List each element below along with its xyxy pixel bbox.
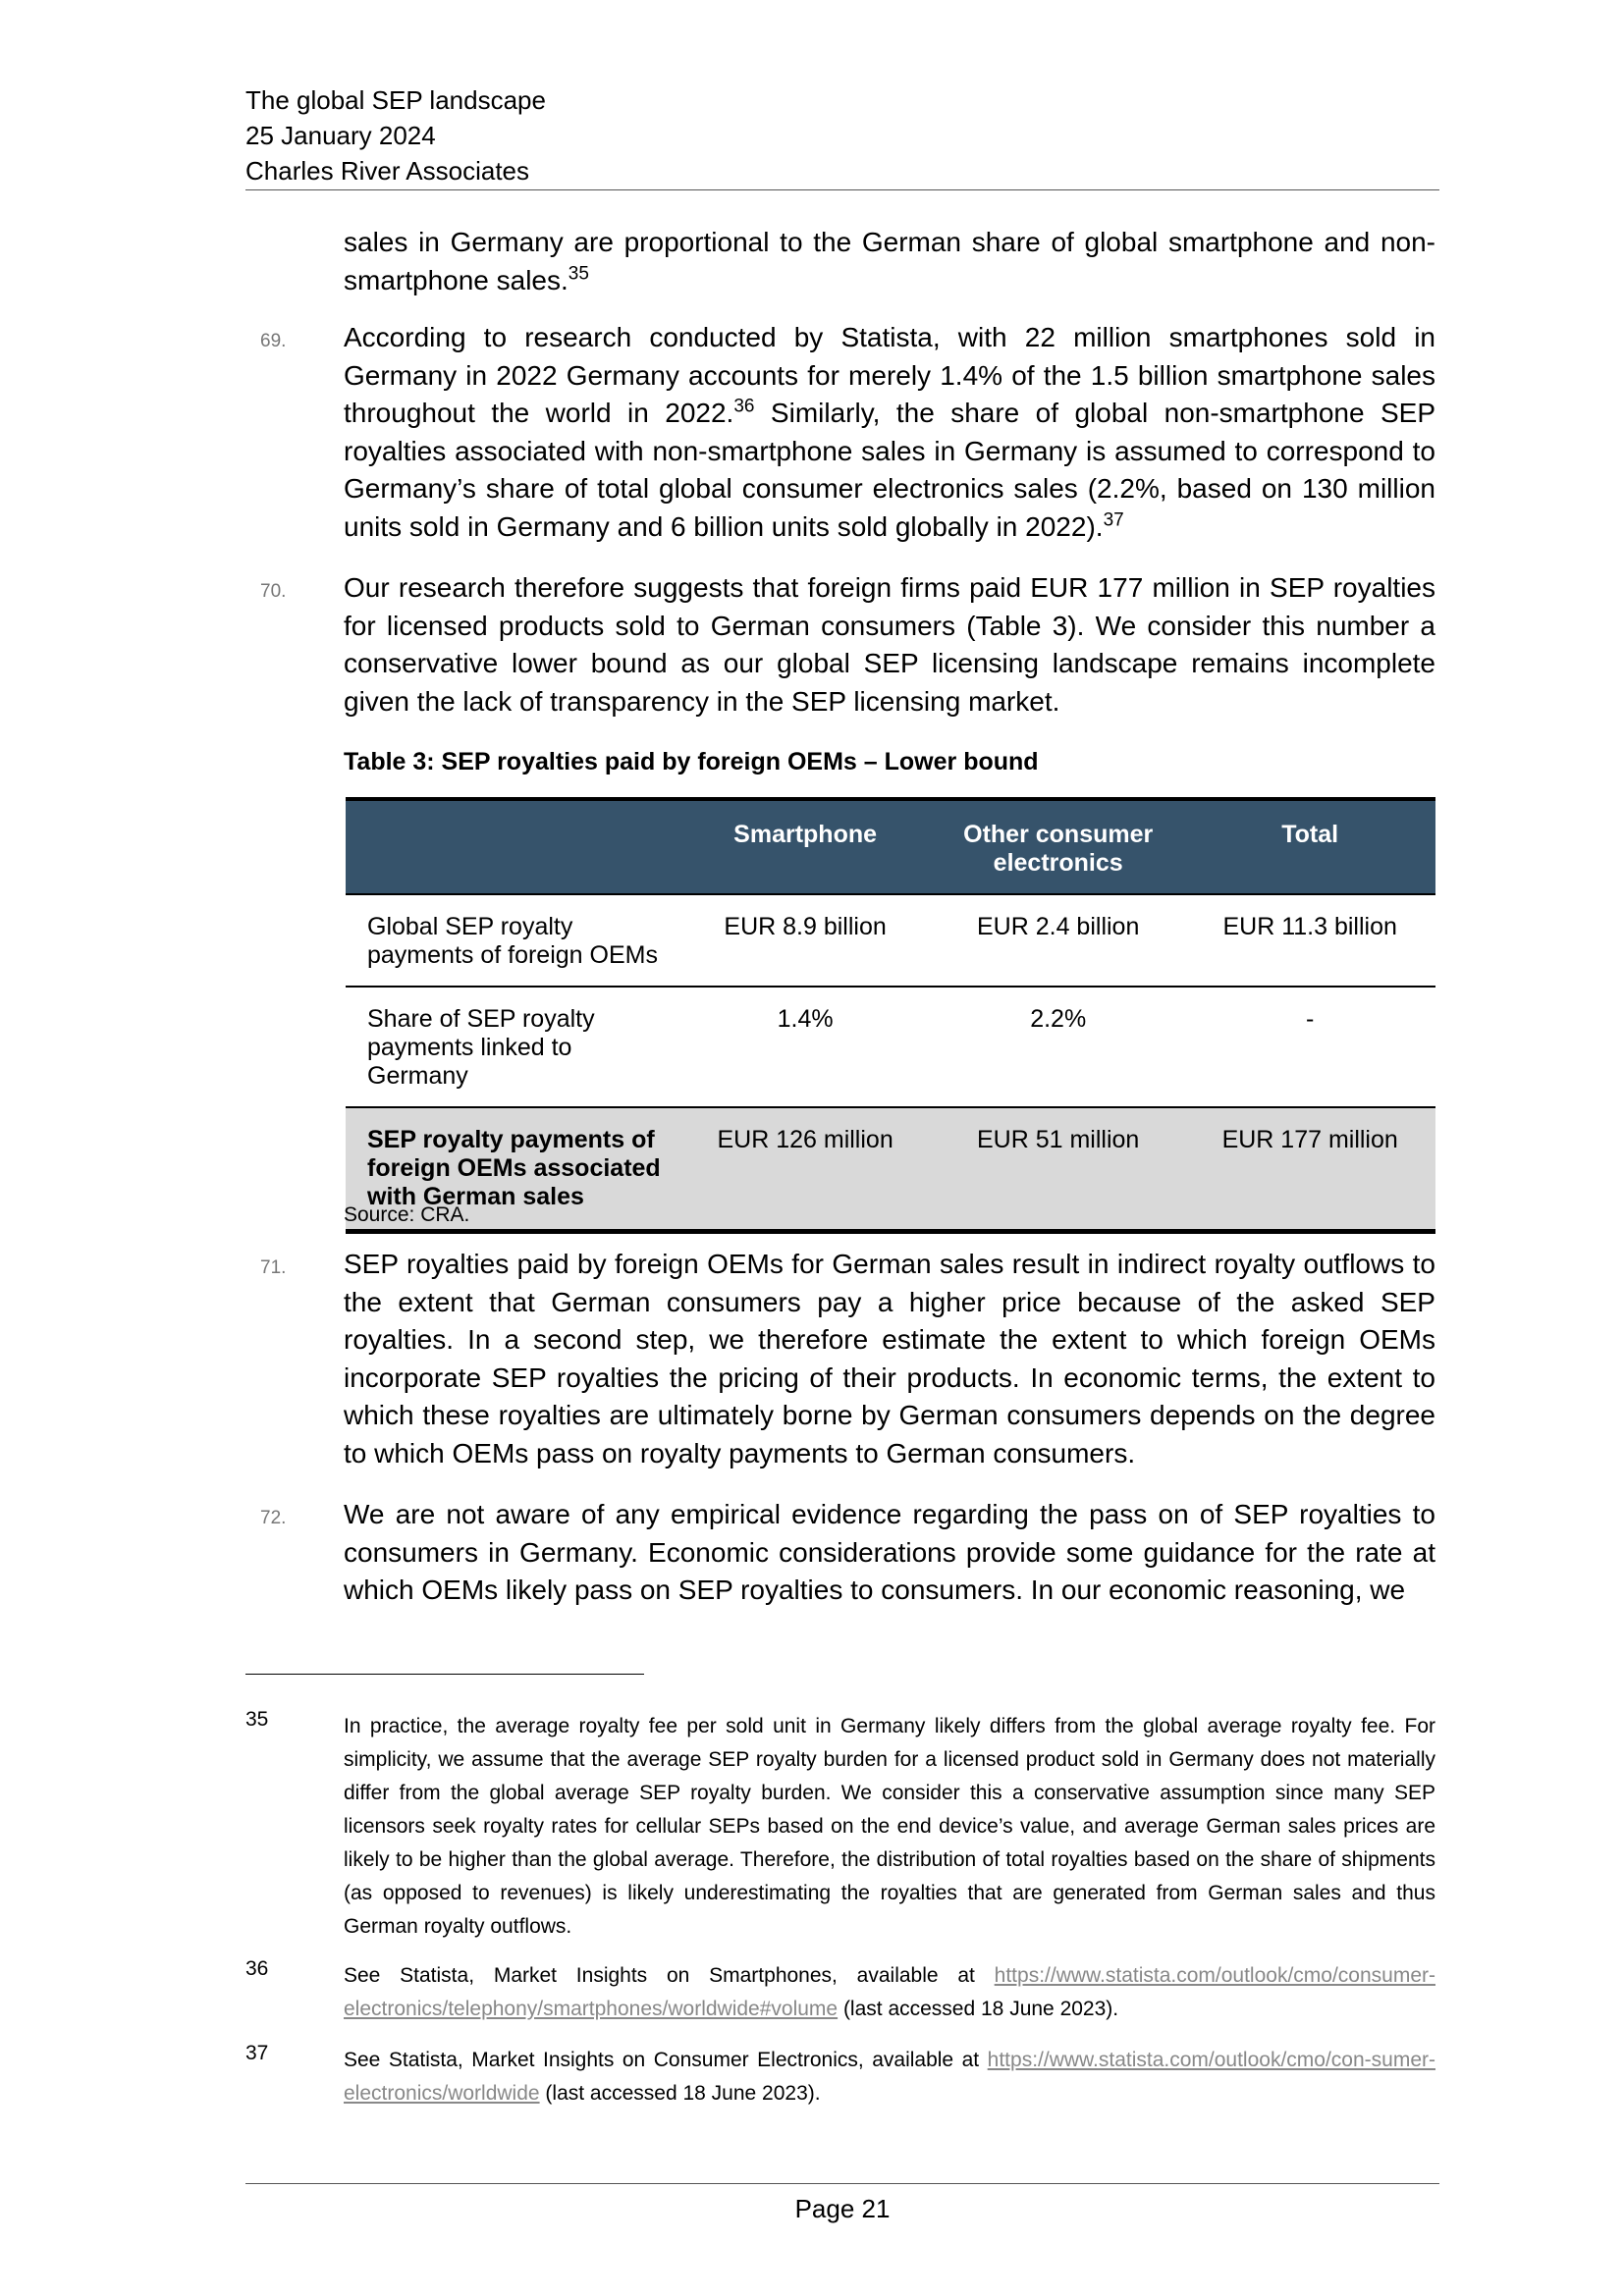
header-author: Charles River Associates — [245, 156, 529, 186]
row-label: Share of SEP royalty payments linked to Germany — [346, 987, 678, 1107]
footer-divider — [245, 2183, 1439, 2184]
footnote-text: See Statista, Market Insights on Consumer Electronics, available at — [344, 2049, 988, 2071]
footnote-number: 37 — [245, 2042, 269, 2064]
paragraph-number: 70. — [260, 581, 287, 602]
table-header-row — [346, 799, 1435, 894]
footnote-37 — [344, 2044, 1435, 2110]
cell-total: - — [1184, 987, 1435, 1107]
paragraph-text: According to research conducted by Statista, with 22 million smartphones sold in Germany in 2022 Germany accounts for merely 1.4% of the 1.5 billion smartphone sales throughout the world in 2022. — [344, 322, 1435, 428]
page-header — [245, 82, 1439, 188]
header-title: The global SEP landscape — [245, 85, 546, 115]
paragraph-number: 71. — [260, 1257, 287, 1278]
paragraph-text: Similarly, the share of global non-smartphone SEP royalties associated with non-smartphone sales in Germany is assumed to correspond to Germany’s share of total global consumer electronics sales (2.2%, based on 130 million units sold in Germany and 6 billion units sold globally in 2022). — [344, 398, 1436, 542]
paragraph-continued — [344, 224, 1435, 299]
paragraph-72: We are not aware of any empirical evidence regarding the pass on of SEP royalties to consumers in Germany. Economic considerations provide some guidance for the rate at which OEMs likely pass on SEP royalties to consumers. In our economic reasoning, we — [344, 1499, 1435, 1605]
paragraph-71: SEP royalties paid by foreign OEMs for German sales result in indirect royalty outflows to the extent that German consumers pay a higher price because of the asked SEP royalties. In a second step, we therefore estimate the extent to which foreign OEMs incorporate SEP royalties the pricing of their products. In economic terms, the extent to which these royalties are ultimately borne by German consumers depends on the degree to which OEMs pass on royalty payments to German consumers. — [344, 1249, 1435, 1468]
table-source: Source: CRA. — [344, 1203, 470, 1226]
paragraph-text: sales in Germany are proportional to the German share of global smartphone and non-smartphone sales. — [344, 227, 1435, 295]
footnote-link[interactable]: https://www.statista.com/outlook/cmo/consumer-electronics/telephony/smartphones/worldwide#volume — [344, 1964, 1435, 2020]
table-header-cell: Smartphone — [678, 799, 932, 894]
footnote-text: See Statista, Market Insights on Smartphones, available at — [344, 1964, 995, 1987]
paragraph-70: Our research therefore suggests that foreign firms paid EUR 177 million in SEP royalties for licensed products sold to German consumers (Table 3). We consider this number a conservative lower bound as our global SEP licensing landscape remains incomplete given the lack of transparency in the SEP licensing market. — [344, 572, 1435, 717]
table-total-row — [346, 1107, 1435, 1232]
royalties-table — [346, 797, 1435, 1234]
page-number: Page 21 — [794, 2194, 891, 2223]
cell-total: EUR 177 million — [1184, 1107, 1435, 1232]
cell-other: EUR 2.4 billion — [932, 894, 1184, 987]
table-header-cell: Total — [1184, 799, 1435, 894]
footnote-text: (last accessed 18 June 2023). — [838, 1998, 1119, 2020]
footnote-number: 35 — [245, 1708, 269, 1731]
table-row — [346, 987, 1435, 1107]
footnote-ref[interactable]: 37 — [1103, 509, 1124, 531]
header-date: 25 January 2024 — [245, 121, 436, 150]
cell-smartphone: EUR 126 million — [678, 1107, 932, 1232]
paragraph-number: 69. — [260, 331, 287, 351]
table-header-cell: Other consumer electronics — [932, 799, 1184, 894]
cell-smartphone: EUR 8.9 billion — [678, 894, 932, 987]
cell-smartphone: 1.4% — [678, 987, 932, 1107]
header-divider — [245, 189, 1439, 190]
cell-total: EUR 11.3 billion — [1184, 894, 1435, 987]
footnote-ref[interactable]: 36 — [733, 396, 755, 417]
footnote-text: (last accessed 18 June 2023). — [539, 2082, 821, 2105]
cell-other: 2.2% — [932, 987, 1184, 1107]
table-header-cell — [346, 799, 678, 894]
footnote-35: In practice, the average royalty fee per sold unit in Germany likely differs from the global average royalty fee. For simplicity, we assume that the average SEP royalty burden for a licensed product sold in Germany does not materially differ from the global average SEP royalty burden. We consider this a conservative assumption since many SEP licensors seek royalty rates for cellular SEPs based on the end device’s value, and average German sales prices are likely to be higher than the global average. Therefore, the distribution of total royalties based on the share of shipments (as opposed to revenues) is likely underestimating the royalties that are generated from German sales and thus German royalty outflows. — [344, 1715, 1435, 1938]
footnote-ref[interactable]: 35 — [568, 263, 589, 285]
table-caption: Table 3: SEP royalties paid by foreign OEMs – Lower bound — [344, 748, 1039, 775]
footnote-number: 36 — [245, 1957, 269, 1980]
row-label: SEP royalty payments of foreign OEMs associated with German sales — [346, 1107, 678, 1232]
paragraph-69 — [344, 319, 1435, 546]
footnote-36 — [344, 1959, 1435, 2026]
table-row — [346, 894, 1435, 987]
footnote-link[interactable]: https://www.statista.com/outlook/cmo/con-sumer-electronics/worldwide — [344, 2049, 1435, 2105]
paragraph-number: 72. — [260, 1508, 287, 1528]
row-label: Global SEP royalty payments of foreign OEMs — [346, 894, 678, 987]
footnote-divider — [245, 1674, 644, 1675]
cell-other: EUR 51 million — [932, 1107, 1184, 1232]
